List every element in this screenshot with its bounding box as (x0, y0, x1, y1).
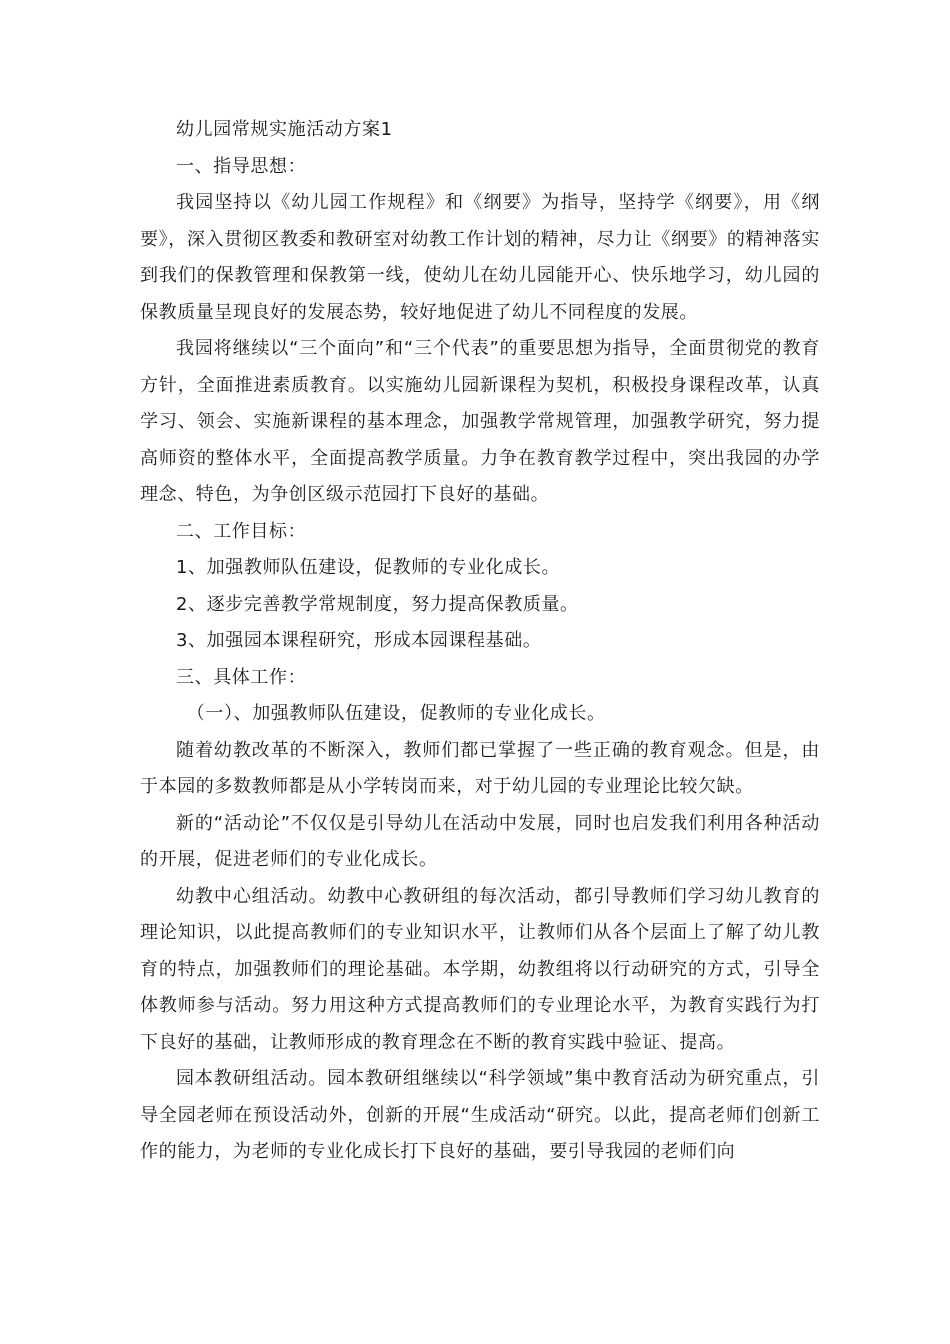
paragraph: 幼教中心组活动。幼教中心教研组的每次活动，都引导教师们学习幼儿教育的理论知识，以此提高教师们的专业知识水平，让教师们从各个层面上了解了幼儿教育的特点，加强教师们的理论基础。本学期，幼教组将以行动研究的方式，引导全体教师参与活动。努力用这种方式提高教师们的专业理论水平，为教育实践行为打下良好的基础，让教师形成的教育理念在不断的教育实践中验证、提高。 (140, 885, 820, 1053)
goal-item: 1、加强教师队伍建设，促教师的专业化成长。 (176, 557, 561, 578)
section-heading-specific-work: 三、具体工作： (176, 666, 307, 688)
subsection-heading: （一）、加强教师队伍建设，促教师的专业化成长。 (186, 703, 606, 724)
paragraph: 我园将继续以“三个面向”和“三个代表”的重要思想为指导，全面贯彻党的教育方针，全面推进素质教育。以实施幼儿园新课程为契机，积极投身课程改革，认真学习、领会、实施新课程的基本理念，加强教学常规管理，加强教学研究，努力提高师资的整体水平，全面提高教学质量。力争在教育教学过程中，突出我园的办学理念、特色，为争创区级示范园打下良好的基础。 (140, 338, 820, 505)
goal-item: 3、加强园本课程研究，形成本园课程基础。 (176, 630, 542, 651)
document-body (140, 112, 820, 1171)
paragraph: 新的“活动论”不仅仅是引导幼儿在活动中发展，同时也启发我们利用各种活动的开展，促进老师们的专业化成长。 (140, 812, 820, 870)
paragraph: 我园坚持以《幼儿园工作规程》和《纲要》为指导，坚持学《纲要》，用《纲要》，深入贯彻区教委和教研室对幼教工作计划的精神，尽力让《纲要》的精神落实到我们的保教管理和保教第一线，使幼儿在幼儿园能开心、快乐地学习，幼儿园的保教质量呈现良好的发展态势，较好地促进了幼儿不同程度的发展。 (140, 192, 820, 323)
section-heading-guiding-thought: 一、指导思想： (176, 155, 307, 177)
paragraph: 园本教研组活动。园本教研组继续以“科学领域”集中教育活动为研究重点，引导全园老师在预设活动外，创新的开展“生成活动“研究。以此，提高老师们创新工作的能力，为老师的专业化成长打下良好的基础，要引导我园的老师们向 (140, 1068, 820, 1162)
goal-item: 2、逐步完善教学常规制度，努力提高保教质量。 (176, 593, 579, 615)
paragraph: 随着幼教改革的不断深入，教师们都已掌握了一些正确的教育观念。但是，由于本园的多数教师都是从小学转岗而来，对于幼儿园的专业理论比较欠缺。 (140, 739, 820, 797)
section-heading-work-goals: 二、工作目标： (176, 520, 307, 542)
document-title: 幼儿园常规实施活动方案1 (176, 119, 393, 140)
